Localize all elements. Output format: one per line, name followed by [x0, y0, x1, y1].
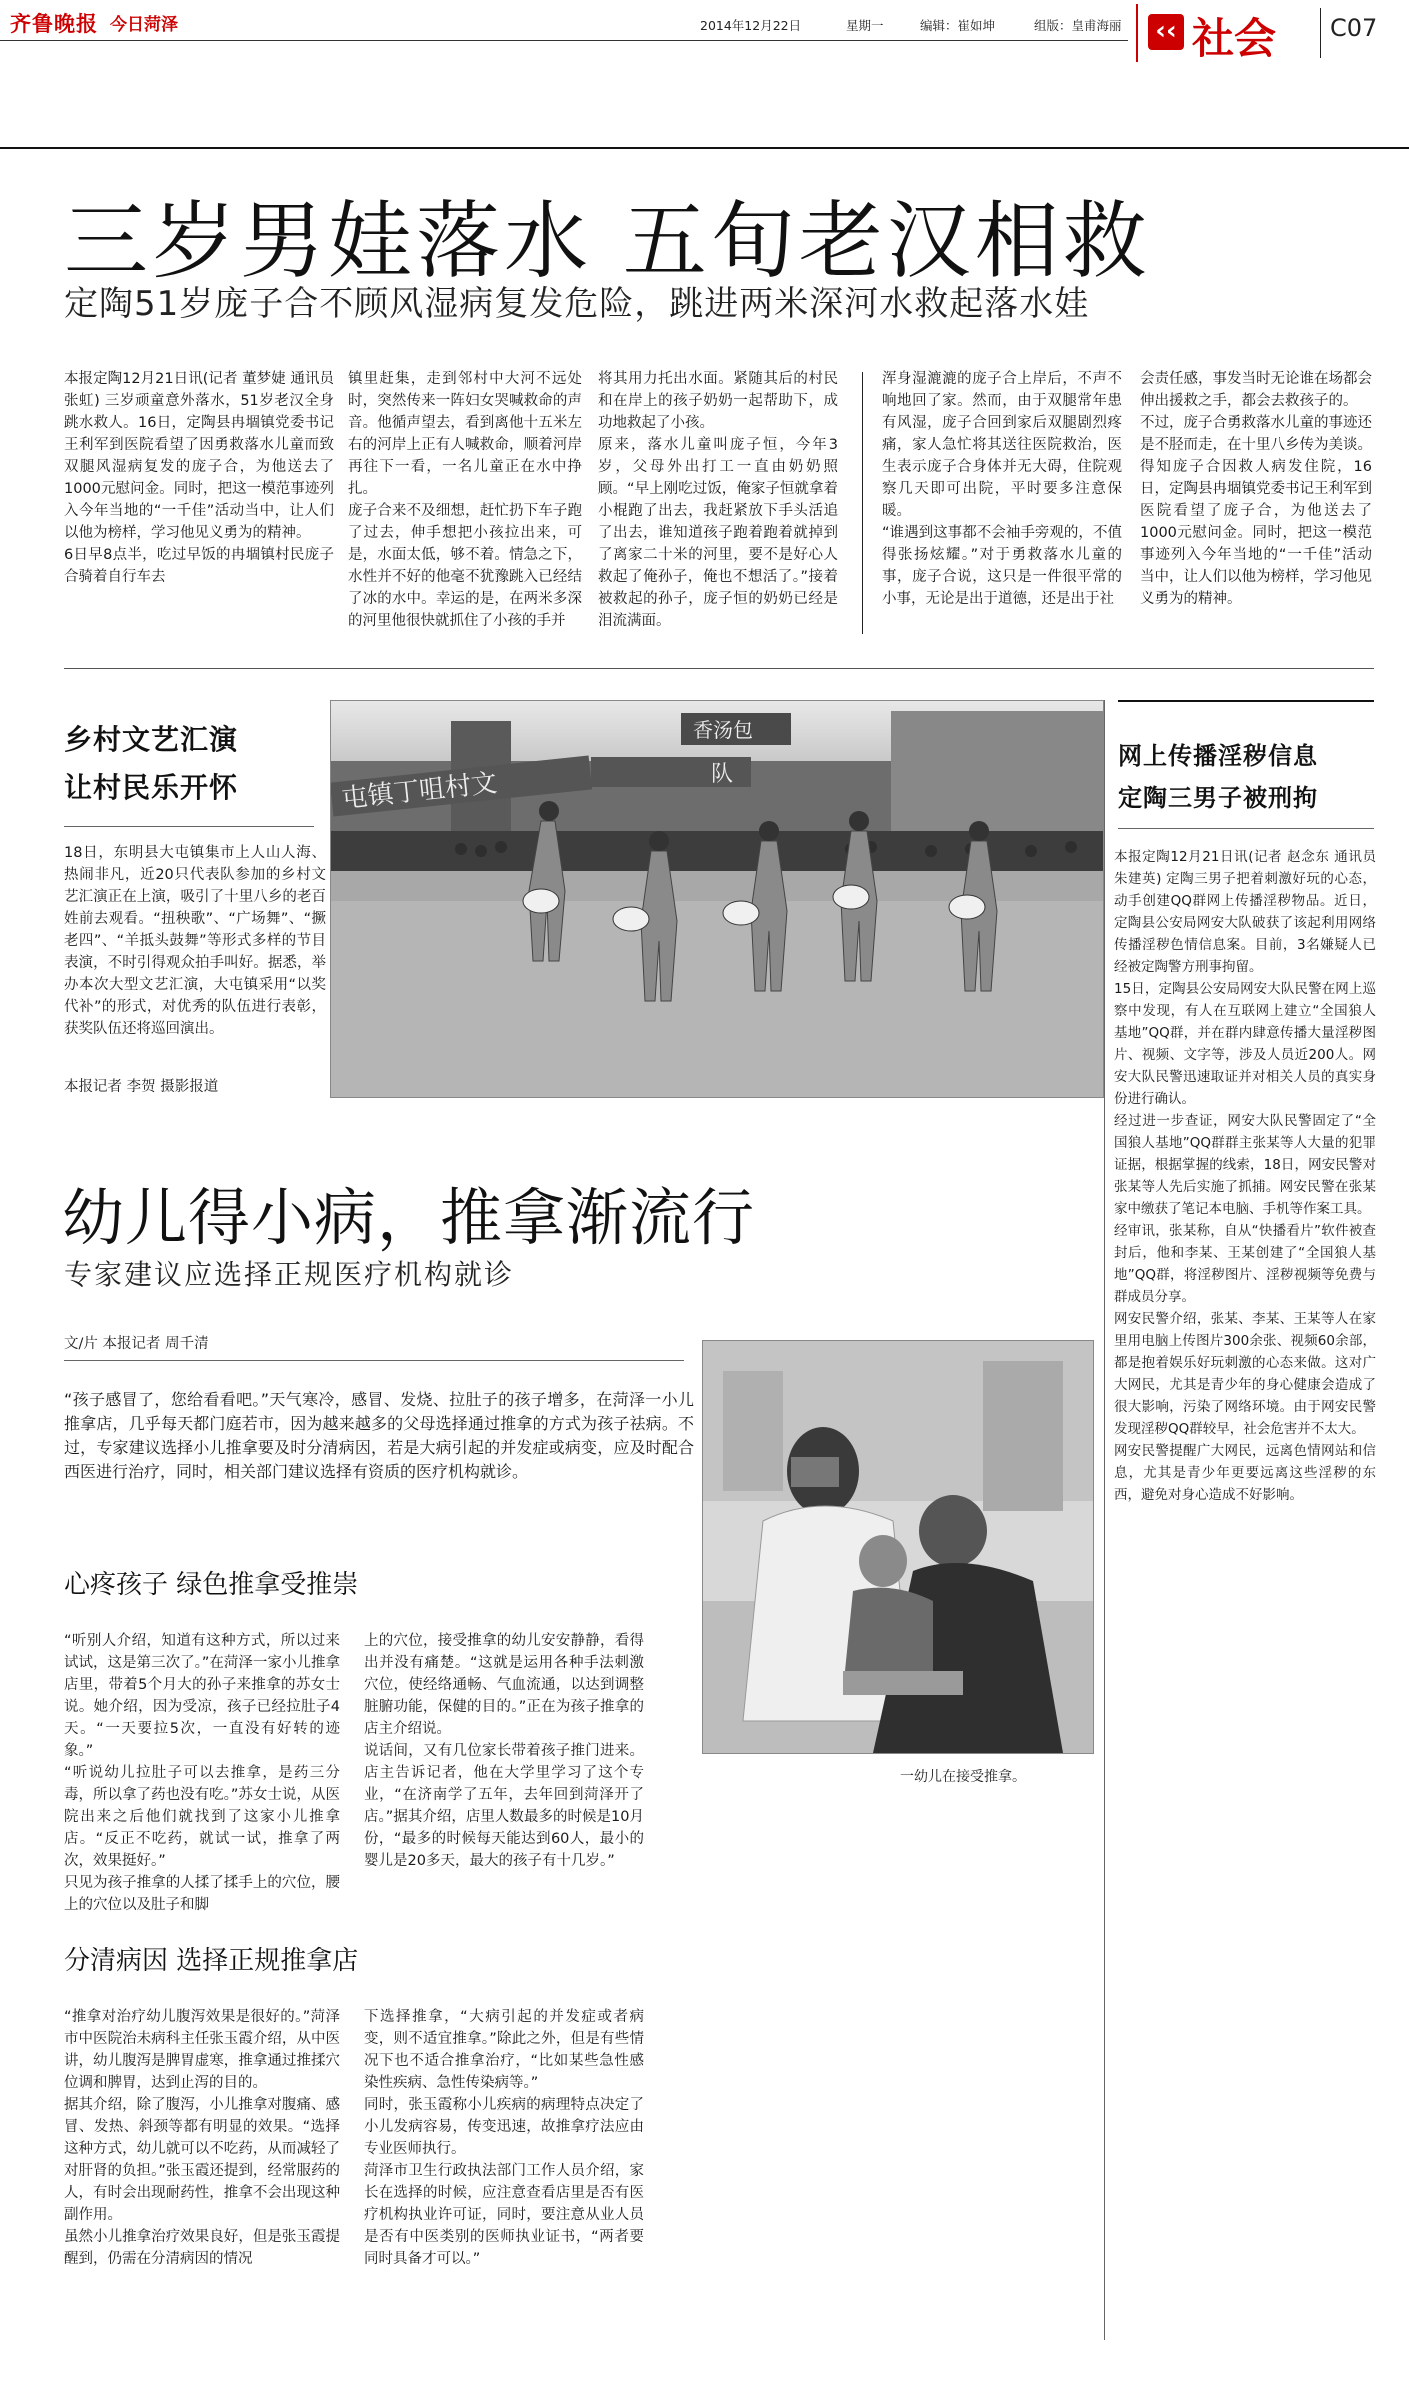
header-date: 2014年12月22日 — [700, 18, 802, 33]
story2-title-line2: 让村民乐开怀 — [64, 771, 239, 804]
headline-main: 三岁男娃落水 五旬老汉相救 — [64, 192, 1151, 290]
story3-body: 本报定陶12月21日讯(记者 赵念东 通讯员 朱建英) 定陶三男子把着刺激好玩的心态，动手创建QQ群网上传播淫秽物品。近日，定陶县公安局网安大队破获了该起利用网络传播淫秽色情信息案。目前，3名嫌疑人已经被定陶警方刑事拘留。 15日，定陶县公安局网安大队民警在网上巡察中发现，有人在互联网上建立“全国狼人基地”QQ群，并在群内肆意传播大量淫秽图片、视频、文字等，涉及人员近200人。网安大队民警迅速取证并对相关人员的真实身份进行确认。 经过进一步查证，网安大队民警固定了“全国狼人基地”QQ群群主张某等人大量的犯罪证据，根据掌握的线索，18日，网安民警对张某等人先后实施了抓捕。网安民警在张某家中缴获了笔记本电脑、手机等作案工具。 经审讯，张某称，自从“快播看片”软件被查封后，他和李某、王某创建了“全国狼人基地”QQ群，将淫秽图片、淫秽视频等免费与群成员分享。 网安民警介绍，张某、李某、王某等人在家里用电脑上传图片300余张、视频60余部，都是抱着娱乐好玩刺激的心态来做。这对广大网民，尤其是青少年的身心健康会造成了很大影响，污染了网络环境。由于网安民警发现淫秽QQ群较早，社会危害并不太大。 网安民警提醒广大网民，远离色情网站和信息，尤其是青少年更要远离这些淫秽的东西，避免对身心造成不好影响。 — [1114, 849, 1376, 1503]
masthead-sub-title: 今日菏泽 — [110, 15, 178, 35]
story4-subheadline: 专家建议应选择正规医疗机构就诊 — [64, 1258, 515, 1291]
story4-subtitle-2: 分清病因 选择正规推拿店 — [64, 1946, 359, 1976]
story2-body: 18日，东明县大屯镇集市上人山人海、热闹非凡，近20只代表队参加的乡村文艺汇演正在上演，吸引了十里八乡的老百姓前去观看。“扭秧歌”、“广场舞”、“撅老四”、“羊抵头鼓舞”等形式多样的节目表演，不时引得观众拍手叫好。据悉，举办本次大型文艺汇演，大屯镇采用“以奖代补”的形式，对优秀的队伍进行表彰，获奖队伍还将巡回演出。 — [64, 845, 326, 1037]
photo-banner-text-2: 队 — [711, 762, 734, 787]
story2-rule — [64, 826, 314, 827]
header-weekday: 星期一 — [846, 18, 884, 33]
right-column-divider — [1104, 700, 1105, 2340]
story1-column-3: 将其用力托出水面。紧随其后的村民和在岸上的孩子奶奶一起帮助下，成功地救起了小孩。 原来，落水儿童叫庞子恒，今年3岁，父母外出打工一直由奶奶照顾。“早上刚吃过饭，俺家子恒就拿着小棍跑了出去，我赶紧放下手头活追了出去，谁知道孩子跑着跑着就掉到了离家二十米的河里，要不是好心人救起了俺孙子，俺也不想活了。”接着被救起的孙子，庞子恒的奶奶已经是泪流满面。 — [598, 371, 838, 629]
child-massage-photo — [702, 1340, 1094, 1754]
page-number: C07 — [1330, 14, 1378, 42]
header-divider — [1320, 8, 1321, 58]
story1-column-2: 镇里赶集，走到邻村中大河不远处时，突然传来一阵妇女哭喊救命的声音。他循声望去，看到离他十五米左右的河岸上正有人喊救命，顺着河岸再往下一看，一名儿童正在水中挣扎。 庞子合来不及细想，赶忙扔下车子跑了过去，伸手想把小孩拉出来，可是，水面太低，够不着。情急之下，水性并不好的他毫不犹豫跳入已经结了冰的水中。幸运的是，在两米多深的河里他很快就抓住了小孩的手并 — [348, 371, 582, 629]
header-editor: 编辑：崔如坤 — [920, 18, 996, 33]
story4-lead: “孩子感冒了，您给看看吧。”天气寒冷，感冒、发烧、拉肚子的孩子增多，在菏泽一小儿推拿店，几乎每天都门庭若市，因为越来越多的父母选择通过推拿的方式为孩子祛病。不过，专家建议选择小儿推拿要及时分清病因，若是大病引起的并发症或病变，应及时配合西医进行治疗，同时，相关部门建议选择有资质的医疗机构就诊。 — [64, 1390, 694, 1481]
story2-byline: 本报记者 李贺 摄影报道 — [64, 1079, 219, 1095]
story4-section1-column-1: “听别人介绍，知道有这种方式，所以过来试试，这是第三次了。”在菏泽一家小儿推拿店里，带着5个月大的孙子来推拿的苏女士说。她介绍，因为受凉，孩子已经拉肚子4天。“一天要拉5次，一直没有好转的迹象。” “听说幼儿拉肚子可以去推拿，是药三分毒，所以拿了药也没有吃。”苏女士说，从医院出来之后他们就找到了这家小儿推拿店。“反正不吃药，就试一试，推拿了两次，效果挺好。” 只见为孩子推拿的人揉了揉手上的穴位，腰上的穴位以及肚子和脚 — [64, 1633, 340, 1913]
story3-rule — [1118, 828, 1374, 829]
story-separator — [64, 668, 1374, 669]
header-rule — [0, 40, 1128, 41]
photo-banner-text: 屯镇丁咀村文 — [340, 768, 499, 815]
story4-section2-column-1: “推拿对治疗幼儿腹泻效果是很好的。”菏泽市中医院治未病科主任张玉霞介绍，从中医讲，幼儿腹泻是脾胃虚寒，推拿通过推揉穴位调和脾胃，达到止泻的目的。 据其介绍，除了腹泻，小儿推拿对腹痛、感冒、发热、斜颈等都有明显的效果。“选择这种方式，幼儿就可以不吃药，从而减轻了对肝肾的负担。”张玉霞还提到，经常服药的人，有时会出现耐药性，推拿不会出现这种副作用。 虽然小儿推拿治疗效果良好，但是张玉霞提醒到，仍需在分清病因的情况 — [64, 2009, 340, 2267]
story1-column-1: 本报定陶12月21日讯(记者 董梦婕 通讯员 张虹) 三岁顽童意外落水，51岁老汉全身跳水救人。16日，定陶县冉堌镇党委书记王利军到医院看望了因勇救落水儿童而致双腿风湿病复发的庞子合，为他送去了1000元慰问金。同时，把这一模范事迹列入今年当地的“一千佳”活动当中，让人们以他为榜样，学习他见义勇为的精神。 6日早8点半，吃过早饭的冉堌镇村民庞子合骑着自行车去 — [64, 371, 334, 585]
story3-title-line1: 网上传播淫秽信息 — [1118, 742, 1318, 770]
story2-title-line1: 乡村文艺汇演 — [64, 723, 239, 756]
story4-section2-column-2: 下选择推拿，“大病引起的并发症或者病变，则不适宜推拿。”除此之外，但是有些情况下也不适合推拿治疗，“比如某些急性感染性疾病、急性传染病等。” 同时，张玉霞称小儿疾病的病理特点决定了小儿发病容易，传变迅速，故推拿疗法应由专业医师执行。 菏泽市卫生行政执法部门工作人员介绍，家长在选择的时候，应注意查看店里是否有医疗机构执业许可证，同时，要注意从业人员是否有中医类别的医师执业证书，“两者要同时具备才可以。” — [364, 2009, 644, 2267]
section-name: 社会 — [1192, 14, 1277, 63]
story4-byline: 文/片 本报记者 周千清 — [64, 1336, 209, 1352]
story1-column-4: 浑身湿漉漉的庞子合上岸后，不声不响地回了家。然而，由于双腿常年患有风湿，庞子合回到家后双腿剧烈疼痛，家人急忙将其送往医院救治，医生表示庞子合身体并无大碍，住院观察几天即可出院，平时要多注意保暖。 “谁遇到这事都不会袖手旁观的，不值得张扬炫耀。”对于勇救落水儿童的事，庞子合说，这只是一件很平常的小事，无论是出于道德，还是出于社 — [882, 371, 1122, 607]
top-rule — [0, 147, 1409, 149]
story4-byline-rule — [64, 1360, 684, 1361]
column-divider — [862, 372, 863, 634]
folk-performance-photo — [330, 700, 1104, 1098]
header-layout: 组版：皇甫海丽 — [1034, 18, 1122, 33]
story4-subtitle-1: 心疼孩子 绿色推拿受推崇 — [64, 1570, 359, 1600]
story4-headline: 幼儿得小病，推拿渐流行 — [62, 1181, 756, 1254]
masthead-logo: 齐鲁晚报 — [10, 12, 98, 36]
subheadline-main: 定陶51岁庞子合不顾风湿病复发危险，跳进两米深河水救起落水娃 — [64, 284, 1090, 324]
story3-title-line2: 定陶三男子被刑拘 — [1118, 784, 1318, 812]
chevron-left-icon: ‹‹ — [1148, 14, 1184, 50]
story1-column-5: 会责任感，事发当时无论谁在场都会伸出援救之手，都会去救孩子的。 不过，庞子合勇救落水儿童的事迹还是不胫而走，在十里八乡传为美谈。得知庞子合因救人病发住院，16日，定陶县冉堌镇党委书记王利军到医院看望了庞子合，为他送去了1000元慰问金。同时，把这一模范事迹列入今年当地的“一千佳”活动当中，让人们以他为榜样，学习他见义勇为的精神。 — [1140, 371, 1372, 607]
story4-section1-column-2: 上的穴位，接受推拿的幼儿安安静静，看得出并没有痛楚。“这就是运用各种手法刺激穴位，使经络通畅、气血流通，以达到调整脏腑功能，保健的目的。”正在为孩子推拿的店主介绍说。 说话间，又有几位家长带着孩子推门进来。店主告诉记者，他在大学里学习了这个专业，“在济南学了五年，去年回到菏泽开了店。”据其介绍，店里人数最多的时候是10月份，“最多的时候每天能达到60人，最小的婴儿是20多天，最大的孩子有十几岁。” — [364, 1633, 644, 1869]
photo-caption: 一幼儿在接受推拿。 — [900, 1769, 1026, 1785]
photo-shop-sign: 香汤包 — [693, 718, 753, 742]
story3-top-rule — [1118, 700, 1374, 702]
